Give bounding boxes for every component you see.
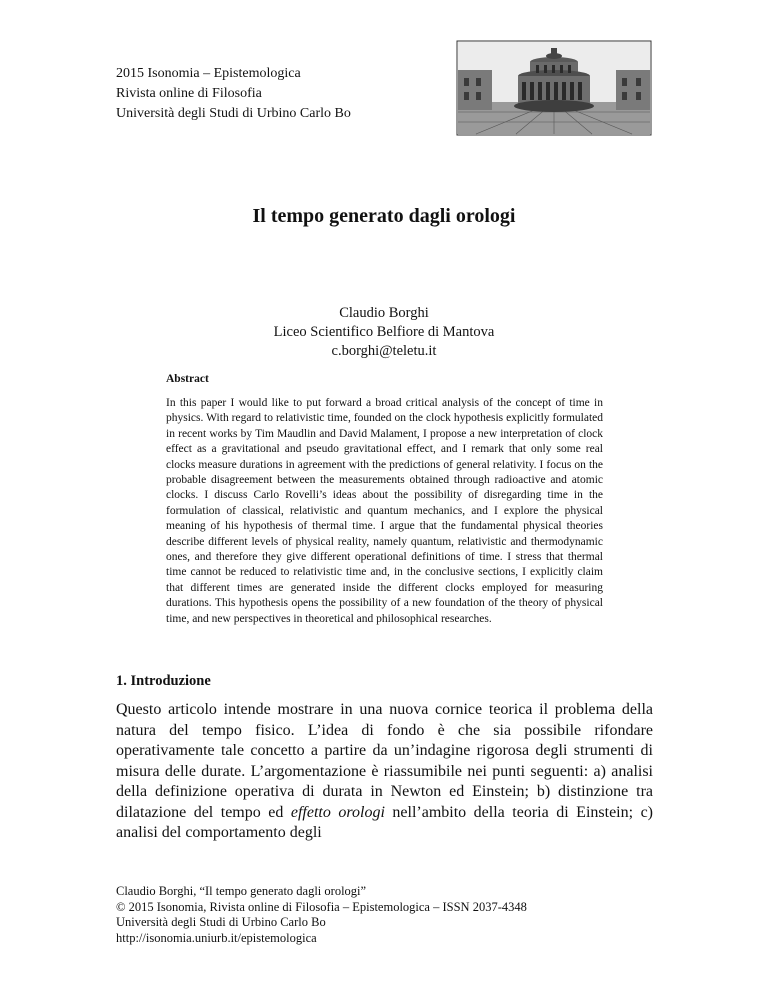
- author-affiliation: Liceo Scientifico Belfiore di Mantova: [273, 324, 495, 340]
- body-text-part-1: Questo articolo intende mostrare in una nuova cornice teorica il problema della natura del tempo fisico. L’idea di fondo è che sia possibile rifondare operativamente tale concetto a partire da un’indagine rigorosa degli strumenti di misura delle durate. L’argomentazione è riassumibile nei punti seguenti: a) analisi della definizione operativa di durata in Newton ed Einstein; b) distinzione tra dilatazione del tempo ed: [116, 701, 653, 821]
- paper-title: Il tempo generato dagli orologi: [252, 205, 516, 227]
- body-text-part-2: nell’ambito della teoria di Einstein; c) analisi del comportamento degli: [116, 803, 654, 841]
- journal-line-3: Università degli Studi di Urbino Carlo Bo: [116, 106, 351, 121]
- journal-line-2: Rivista online di Filosofia: [116, 86, 262, 101]
- journal-emblem-image: [456, 40, 652, 136]
- body-text-emphasis: effetto orologi: [290, 803, 385, 821]
- abstract-text: In this paper I would like to put forward a broad critical analysis of the concept of time in physics. With regard to relativistic time, founded on the clock hypothesis explicitly formulated in recent works by Tim Maudlin and David Malament, I propose a new interpretation of clock effect as a gravitational and pseudo gravitational effect, and I remark that only some real clocks measure durations in agreement with the predictions of general relativity. I focus on the probable disagreement between the measurements obtained through radioactive and atomic clocks. I discuss Carlo Rovelli’s ideas about the possibility of disregarding time in the formulation of classical, relativistic and quantum mechanics, and I explore the physical meaning of his hypothesis of thermal time. I argue that the fundamental physical theories describe different levels of physical reality, namely quantum, relativistic and thermodynamic ones, and therefore they give different operational definitions of time. I stress that thermal time cannot be reduced to relativistic time and, in the conclusive sections, I explicitly claim that different times are generated inside the different clocks employed for measuring durations. This hypothesis opens the possibility of a new foundation of the theory of physical time, and new perspectives in theoretical and philosophical researches.: [166, 397, 603, 625]
- footer-line-2: © 2015 Isonomia, Rivista online di Filosofia – Epistemologica – ISSN 2037-4348: [116, 899, 527, 914]
- journal-header: [116, 64, 351, 124]
- footer-line-1: Claudio Borghi, “Il tempo generato dagli orologi”: [116, 884, 367, 898]
- abstract-heading: Abstract: [166, 373, 209, 385]
- author-email: c.borghi@teletu.it: [331, 343, 437, 359]
- section-body-text: [116, 700, 653, 844]
- author-block: [0, 304, 768, 361]
- section-heading: 1. Introduzione: [116, 673, 211, 689]
- citation-footer: [116, 884, 527, 946]
- journal-line-1: 2015 Isonomia – Epistemologica: [116, 66, 301, 81]
- author-name: Claudio Borghi: [339, 305, 429, 321]
- footer-line-4: http://isonomia.uniurb.it/epistemologica: [116, 930, 317, 945]
- footer-line-3: Università degli Studi di Urbino Carlo Bo: [116, 915, 326, 929]
